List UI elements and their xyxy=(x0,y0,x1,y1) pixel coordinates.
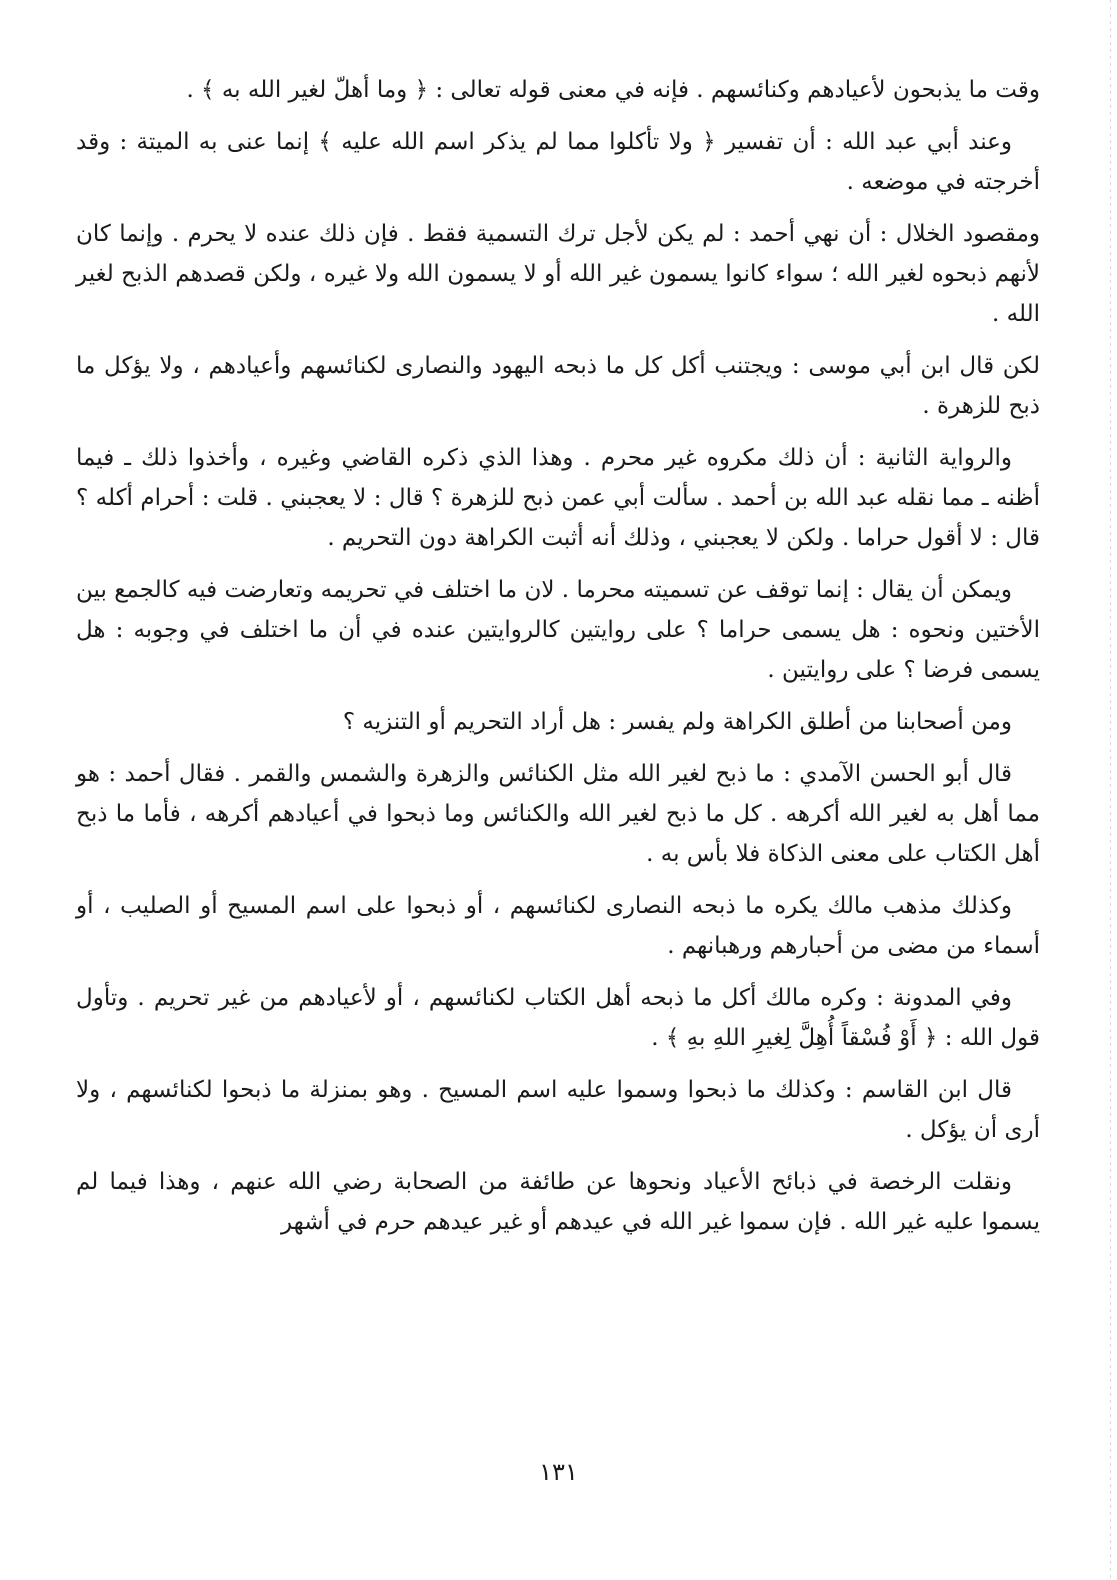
paragraph-8: قال أبو الحسن الآمدي : ما ذبح لغير الله مثل الكنائس والزهرة والشمس والقمر . فقال أحمد : هو مما أهل به لغير الله أكرهه . كل ما ذبح لغير الله والكنائس وما ذبحوا في أعيادهم أكرهه ، فأما ما ذبح أهل الكتاب على معنى الذكاة فلا بأس به . xyxy=(76,761,1040,867)
paragraph-6: ويمكن أن يقال : إنما توقف عن تسميته محرما . لان ما اختلف في تحريمه وتعارضت فيه كالجمع بين الأختين ونحوه : هل يسمى حراما ؟ على روايتين كالروايتين عنده في أن ما اختلف في وجوبه : هل يسمى فرضا ؟ على روايتين . xyxy=(76,577,1040,683)
paragraph-5: والرواية الثانية : أن ذلك مكروه غير محرم . وهذا الذي ذكره القاضي وغيره ، وأخذوا ذلك ـ فيما أظنه ـ مما نقله عبد الله بن أحمد . سألت أبي عمن ذبح للزهرة ؟ قال : لا يعجبني . قلت : أحرام أكله ؟ قال : لا أقول حراما . ولكن لا يعجبني ، وذلك أنه أثبت الكراهة دون التحريم . xyxy=(76,445,1040,551)
paragraph-9: وكذلك مذهب مالك يكره ما ذبحه النصارى لكنائسهم ، أو ذبحوا على اسم المسيح أو الصليب ، أو أسماء من مضى من أحبارهم ورهبانهم . xyxy=(76,893,1040,959)
paragraph-12: ونقلت الرخصة في ذبائح الأعياد ونحوها عن طائفة من الصحابة رضي الله عنهم ، وهذا فيما لم يسموا عليه غير الله . فإن سموا غير الله في عيدهم أو غير عيدهم حرم في أشهر xyxy=(76,1169,1040,1235)
page-number: ١٣١ xyxy=(539,1458,578,1486)
paragraph-11: قال ابن القاسم : وكذلك ما ذبحوا وسموا عليه اسم المسيح . وهو بمنزلة ما ذبحوا لكنائسهم ، ولا أرى أن يؤكل . xyxy=(76,1077,1040,1143)
paragraph-7: ومن أصحابنا من أطلق الكراهة ولم يفسر : هل أراد التحريم أو التنزيه ؟ xyxy=(342,709,1012,735)
paragraph-3: ومقصود الخلال : أن نهي أحمد : لم يكن لأجل ترك التسمية فقط . فإن ذلك عنده لا يحرم . وإنما كان لأنهم ذبحوه لغير الله ؛ سواء كانوا يسمون غير الله أو لا يسمون الله ولا غيره ، ولكن قصدهم الذبح لغير الله . xyxy=(76,221,1040,327)
paragraph-2: وعند أبي عبد الله : أن تفسير ﴿ ولا تأكلوا مما لم يذكر اسم الله عليه ﴾ إنما عنى به الميتة : وقد أخرجته في موضعه . xyxy=(76,129,1040,195)
page-edge-divider xyxy=(1110,0,1111,1580)
paragraph-10: وفي المدونة : وكره مالك أكل ما ذبحه أهل الكتاب لكنائسهم ، أو لأعيادهم من غير تحريم . وتأول قول الله : ﴿ أَوْ فُسْقاً أُهِلَّ لِغيرِ اللهِ بهِ ﴾ . xyxy=(76,985,1040,1051)
paragraph-1: وقت ما يذبحون لأعيادهم وكنائسهم . فإنه في معنى قوله تعالى : ﴿ وما أهلّ لغير الله به ﴾ . xyxy=(186,77,1040,103)
body-text xyxy=(76,70,1040,1254)
paragraph-4: لكن قال ابن أبي موسى : ويجتنب أكل كل ما ذبحه اليهود والنصارى لكنائسهم وأعيادهم ، ولا يؤكل ما ذبح للزهرة . xyxy=(76,353,1040,419)
